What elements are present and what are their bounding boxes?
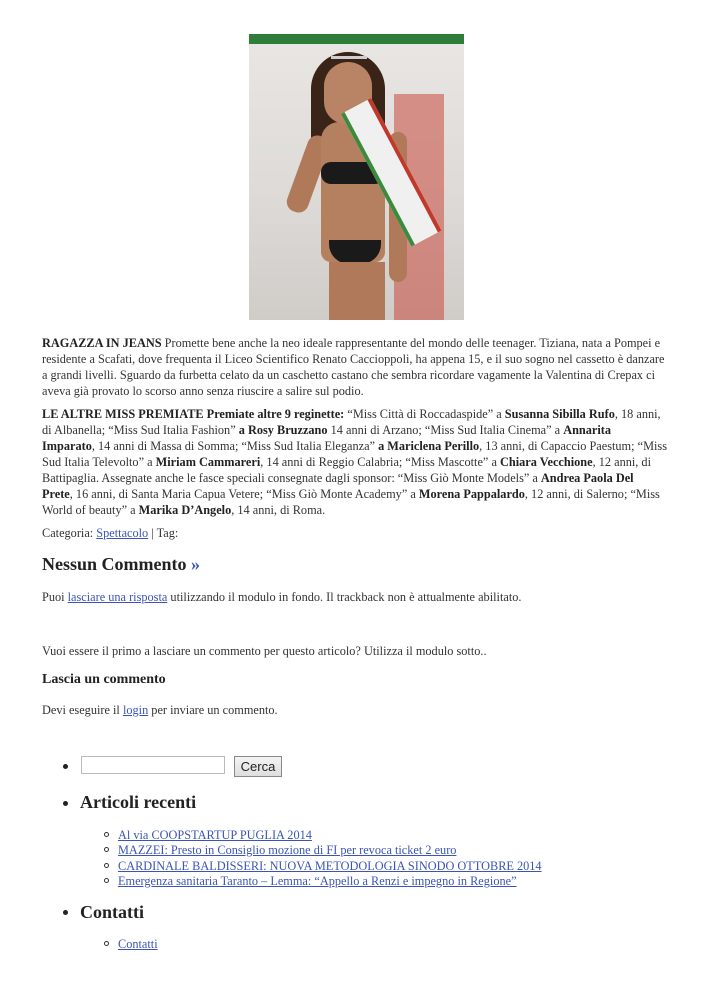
contacts-link[interactable]: Contatti (118, 937, 158, 951)
post-category-line (42, 525, 667, 541)
tag-label: | Tag: (148, 526, 179, 540)
tiara-icon (331, 46, 367, 59)
winner-name: Miriam Cammareri (155, 455, 261, 469)
winner-name: Morena Pappalardo (418, 487, 525, 501)
paragraph-text: , 18 anni, di Albanella; “Miss Sud Italia Fashion” (42, 407, 661, 437)
winner-name: Annarita Imparato (42, 423, 612, 453)
paragraph-text: , 14 anni di Reggio Calabria; “Miss Mascotte” a (260, 455, 501, 469)
list-item (104, 828, 542, 843)
winner-name: a Mariclena Perillo (378, 439, 480, 453)
leave-reply-link[interactable]: lasciare una risposta (67, 590, 168, 604)
comments-intro-text: Puoi (42, 590, 68, 604)
login-link[interactable]: login (122, 703, 149, 717)
search-button[interactable]: Cerca (234, 756, 282, 777)
bullet-icon (63, 910, 68, 915)
paragraph-lead: LE ALTRE MISS PREMIATE Premiate altre 9 reginette: (42, 407, 345, 421)
paragraph-text: , 14 anni, di Roma. (231, 503, 326, 517)
list-item (104, 843, 542, 858)
post-paragraph-1 (42, 335, 667, 399)
category-link[interactable]: Spettacolo (96, 526, 149, 540)
search-input[interactable] (81, 756, 225, 774)
bullet-icon (63, 764, 68, 769)
recent-post-link[interactable]: Emergenza sanitaria Taranto – Lemma: “Appello a Renzi e impegno in Regione” (118, 873, 517, 888)
comments-intro (42, 589, 667, 605)
image-background-band (249, 34, 464, 44)
paragraph-text: , 13 anni, di Capaccio Paestum; “Miss Sud Italia Televolto” a (42, 439, 667, 469)
list-item (104, 859, 542, 874)
paragraph-lead: RAGAZZA IN JEANS (42, 336, 162, 350)
image-legs (329, 262, 385, 320)
contacts-list (104, 937, 158, 952)
paragraph-text: “Miss Città di Roccadaspide” a (344, 407, 505, 421)
category-label: Categoria: (42, 526, 97, 540)
list-item (104, 874, 542, 889)
first-comment-prompt: Vuoi essere il primo a lasciare un commento per questo articolo? Utilizza il modulo sotto.. (42, 644, 487, 658)
recent-post-link[interactable]: CARDINALE BALDISSERI: NUOVA METODOLOGIA SINODO OTTOBRE 2014 (118, 858, 542, 873)
login-notice-text: per inviare un commento. (148, 703, 278, 717)
winner-name: Susanna Sibilla Rufo (504, 407, 615, 421)
recent-posts-title: Articoli recenti (80, 792, 197, 812)
paragraph-text: , 16 anni, di Santa Maria Capua Vetere; “Miss Giò Monte Academy” a (69, 487, 419, 501)
paragraph-text: Promette bene anche la neo ideale rappresentante del mondo delle teenager. Tiziana, nata a Pompei e residente a Scafati, dove frequenta il Liceo Scientifico Renato Caccioppoli, ha appena 15, e il suo sogno nel cassetto è danzare a grandi livelli. Sguardo da furbetta celato da un caschetto castano che sembra ricordare vagamente la Valentina di Crepax ci aveva già provato lo scorso anno senza riuscire a salire sul podio. (42, 336, 665, 398)
leave-comment-title: Lascia un commento (42, 672, 166, 687)
paragraph-text: 14 anni di Arzano; “Miss Sud Italia Cinema” a (327, 423, 564, 437)
contacts-title: Contatti (80, 902, 144, 922)
comments-intro-text: utilizzando il modulo in fondo. Il trackback non è attualmente abilitato. (167, 590, 522, 604)
recent-post-link[interactable]: Al via COOPSTARTUP PUGLIA 2014 (118, 828, 312, 842)
list-item (104, 937, 158, 952)
post-image (249, 34, 464, 320)
recent-post-link[interactable]: MAZZEI: Presto in Consiglio mozione di FI per revoca ticket 2 euro (118, 843, 457, 858)
paragraph-text: , 12 anni, di Salerno; “Miss World of beauty” a (42, 487, 660, 517)
post-paragraph-2 (42, 406, 667, 518)
login-notice-text: Devi eseguire il (42, 703, 123, 717)
bullet-icon (63, 801, 68, 806)
recent-posts-list (104, 828, 542, 889)
paragraph-text: , 12 anni, di Battipaglia. Assegnate anche le fasce speciali consegnate dagli sponsor: “Miss Giò Monte Models” a (42, 455, 651, 485)
comments-title (42, 554, 200, 575)
comments-feed-link[interactable]: » (191, 554, 201, 574)
winner-name: a Rosy Bruzzano (238, 423, 328, 437)
winner-name: Marika D’Angelo (138, 503, 232, 517)
comments-title-text: Nessun Commento (42, 554, 192, 574)
winner-name: Chiara Vecchione (500, 455, 593, 469)
winner-name: Andrea Paola Del Prete (42, 471, 634, 501)
paragraph-text: , 14 anni di Massa di Somma; “Miss Sud Italia Eleganza” (91, 439, 379, 453)
login-notice (42, 702, 667, 718)
